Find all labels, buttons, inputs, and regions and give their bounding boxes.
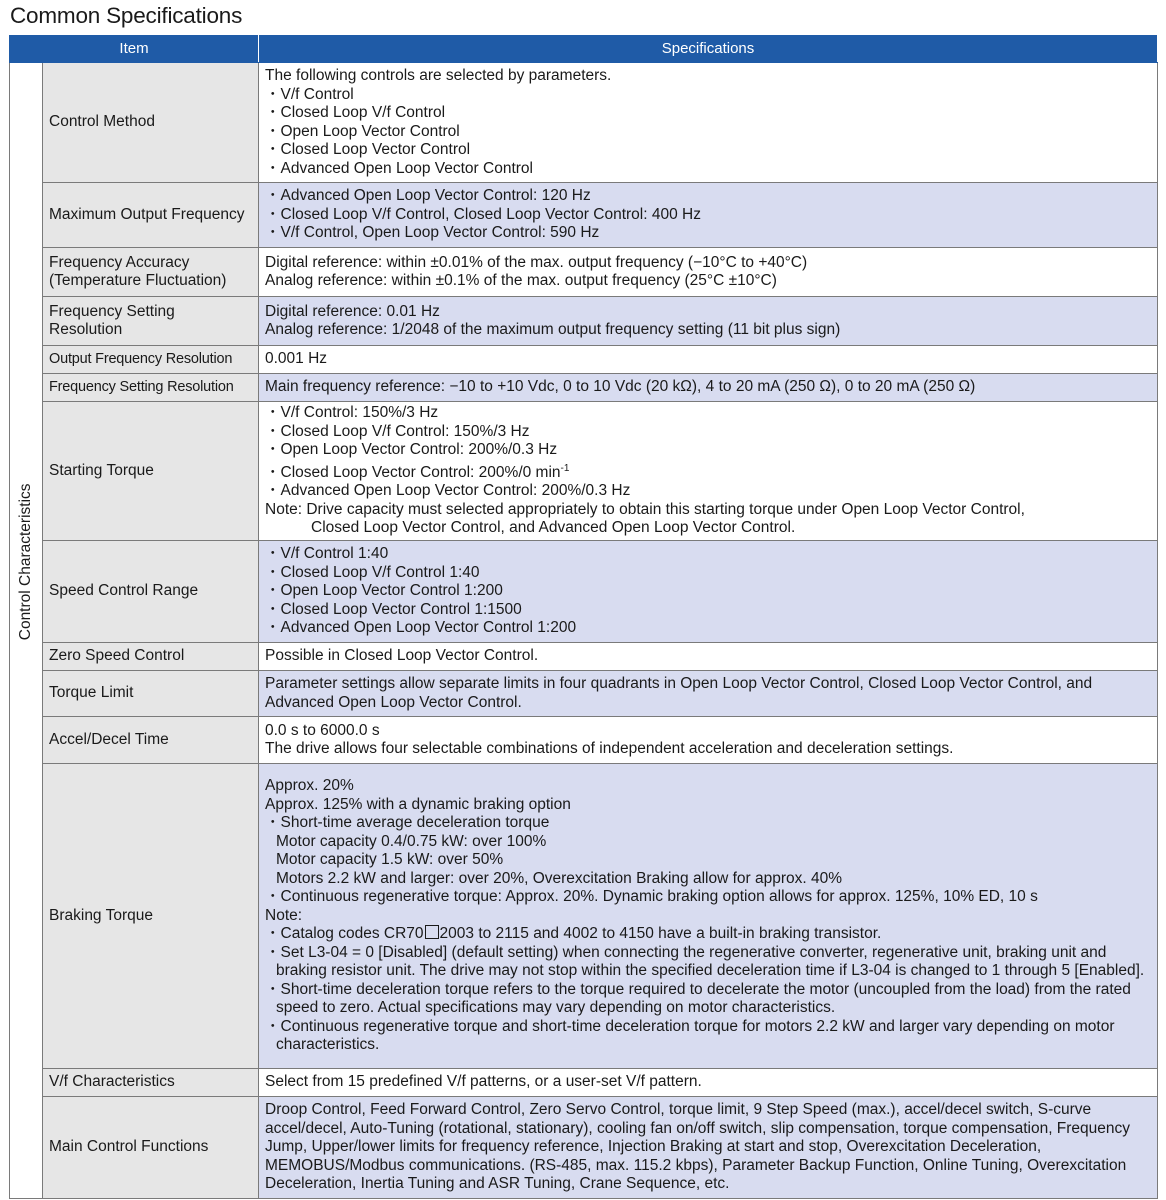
spec-text: ・Catalog codes CR70 [265, 925, 424, 943]
item-cell: Frequency Setting Resolution [43, 374, 259, 402]
spec-line: ・V/f Control 1:40 [265, 545, 389, 563]
page-title: Common Specifications [10, 3, 243, 28]
spec-line: Motor capacity 1.5 kW: over 50% [276, 851, 504, 869]
spec-line: ・Open Loop Vector Control: 200%/0.3 Hz [265, 441, 558, 459]
spec-cell [259, 717, 1158, 764]
spec-line: ・Advanced Open Loop Vector Control [265, 159, 533, 177]
spec-line: ・Advanced Open Loop Vector Control 1:200 [265, 619, 577, 637]
spec-line: ・Continuous regenerative torque and short-time deceleration torque for motors 2.2 kW and larger vary depending on motor characteristics. [265, 1017, 1115, 1054]
header-item: Item [10, 36, 259, 63]
group-label: Control Characteristics [16, 483, 34, 641]
spec-line: ・Short-time average deceleration torque [265, 814, 550, 832]
spec-cell [259, 183, 1158, 248]
spec-line: Digital reference: 0.01 Hz [265, 302, 440, 320]
spec-text: 2003 to 2115 and 4002 to 4150 have a built-in braking transistor. [439, 925, 882, 943]
spec-cell [259, 1069, 1158, 1097]
item-line: Frequency Accuracy [49, 253, 190, 271]
spec-line: ・Continuous regenerative torque: Approx. 20%. Dynamic braking option allows for approx. 125%, 10% ED, 10 s [265, 888, 1038, 906]
group-cell [10, 63, 43, 1199]
spec-line: Possible in Closed Loop Vector Control. [265, 647, 539, 665]
spec-cell [259, 671, 1158, 717]
table-row [10, 1097, 1158, 1199]
spec-line [265, 925, 1151, 944]
spec-line: The following controls are selected by parameters. [265, 67, 612, 84]
table-header-row [10, 36, 1158, 63]
item-line: (Temperature Fluctuation) [49, 272, 227, 289]
spec-cell [259, 1097, 1158, 1199]
table-row [10, 374, 1158, 402]
spec-cell [259, 374, 1158, 402]
item-cell: Braking Torque [43, 764, 259, 1069]
spec-cell [259, 63, 1158, 183]
spec-cell [259, 402, 1158, 541]
item-cell: Main Control Functions [43, 1097, 259, 1199]
spec-line: Note: Drive capacity must selected appropriately to obtain this starting torque under Open Loop Vector Control, [265, 500, 1025, 518]
common-specifications-table [9, 35, 1158, 1199]
spec-cell [259, 643, 1158, 671]
item-cell: Frequency Setting Resolution [43, 297, 259, 346]
spec-line: Parameter settings allow separate limits in four quadrants in Open Loop Vector Control, Closed Loop Vector Control, and Advanced Open Loop Vector Control. [265, 675, 1096, 711]
item-cell: V/f Characteristics [43, 1069, 259, 1097]
table-row [10, 248, 1158, 297]
header-specifications: Specifications [259, 36, 1158, 63]
table-row [10, 297, 1158, 346]
spec-line: ・Open Loop Vector Control 1:200 [265, 582, 503, 600]
item-cell: Control Method [43, 63, 259, 183]
spec-cell [259, 764, 1158, 1069]
table-row [10, 402, 1158, 541]
table-row [10, 1069, 1158, 1097]
table-row [10, 63, 1158, 183]
spec-line: Select from 15 predefined V/f patterns, or a user-set V/f pattern. [265, 1073, 702, 1091]
spec-cell [259, 541, 1158, 643]
item-cell: Accel/Decel Time [43, 717, 259, 764]
spec-line: Analog reference: within ±0.1% of the max. output frequency (25°C ±10°C) [265, 272, 777, 289]
spec-text: ・Closed Loop Vector Control: 200%/0 min [265, 463, 561, 481]
spec-cell [259, 346, 1158, 374]
spec-line: Digital reference: within ±0.01% of the max. output frequency (−10°C to +40°C) [265, 253, 808, 271]
item-cell [43, 248, 259, 297]
spec-line: ・Advanced Open Loop Vector Control: 120 Hz [265, 187, 591, 205]
table-row [10, 346, 1158, 374]
spec-line: Approx. 20% [265, 777, 354, 795]
spec-line: ・V/f Control: 150%/3 Hz [265, 404, 439, 422]
table-row [10, 764, 1158, 1069]
spec-line: 0.0 s to 6000.0 s [265, 721, 380, 739]
spec-line: Motor capacity 0.4/0.75 kW: over 100% [276, 832, 547, 850]
table-row [10, 717, 1158, 764]
spec-line: Note: [265, 906, 303, 924]
spec-line: ・Closed Loop V/f Control 1:40 [265, 563, 480, 581]
spec-line: ・V/f Control, Open Loop Vector Control: 590 Hz [265, 224, 600, 242]
table-row [10, 643, 1158, 671]
spec-line: ・Closed Loop Vector Control 1:1500 [265, 600, 522, 618]
placeholder-box-icon [425, 925, 439, 939]
spec-line: Analog reference: 1/2048 of the maximum output frequency setting (11 bit plus sign) [265, 321, 841, 338]
spec-line: ・V/f Control [265, 85, 354, 103]
superscript: -1 [560, 462, 570, 474]
spec-line: ・Closed Loop V/f Control, Closed Loop Vector Control: 400 Hz [265, 205, 701, 223]
item-cell: Output Frequency Resolution [43, 346, 259, 374]
item-cell: Zero Speed Control [43, 643, 259, 671]
spec-line: The drive allows four selectable combinations of independent acceleration and deceleration settings. [265, 740, 954, 757]
spec-line: Motors 2.2 kW and larger: over 20%, Overexcitation Braking allow for approx. 40% [276, 869, 843, 887]
spec-line [265, 460, 1151, 483]
table-row [10, 541, 1158, 643]
spec-line: Main frequency reference: −10 to +10 Vdc, 0 to 10 Vdc (20 kΩ), 4 to 20 mA (250 Ω), 0 to 20 mA (250 Ω) [265, 378, 976, 396]
spec-line: ・Set L3-04 = 0 [Disabled] (default setting) when connecting the regenerative converter, regenerative unit, braking unit and braking resistor unit. The drive may not stop within the specified deceleration time if L3-04 is changed to 1 through 5 [Enabled]. [265, 943, 1145, 980]
table-row [10, 183, 1158, 248]
item-cell: Starting Torque [43, 402, 259, 541]
spec-cell [259, 248, 1158, 297]
spec-line: Approx. 125% with a dynamic braking option [265, 795, 571, 813]
table-row [10, 671, 1158, 717]
spec-line: ・Closed Loop V/f Control: 150%/3 Hz [265, 422, 530, 440]
spec-line: 0.001 Hz [265, 350, 328, 368]
spec-line: ・Advanced Open Loop Vector Control: 200%/0.3 Hz [265, 482, 631, 500]
spec-line: Closed Loop Vector Control, and Advanced Open Loop Vector Control. [311, 519, 796, 537]
spec-line: Droop Control, Feed Forward Control, Zero Servo Control, torque limit, 9 Step Speed (max.), accel/decel switch, S-curve accel/decel, Auto-Tuning (rotational, stationary), cooling fan on/off switch, slip compensation, torque compensation, Frequency Jump, Upper/lower limits for frequency reference, Injection Braking at start and stop, Overexcitation Deceleration, MEMOBUS/Modbus communications. (RS-485, max. 115.2 kbps), Parameter Backup Function, Online Tuning, Overexcitation Deceleration, Inertia Tuning and ASR Tuning, Crane Sequence, etc. [265, 1101, 1135, 1193]
item-cell: Maximum Output Frequency [43, 183, 259, 248]
item-cell: Speed Control Range [43, 541, 259, 643]
spec-line: ・Open Loop Vector Control [265, 122, 460, 140]
spec-line: ・Short-time deceleration torque refers to the torque required to decelerate the motor (uncoupled from the load) from the rated speed to zero. Actual specifications may vary depending on motor characteristics. [265, 980, 1131, 1017]
item-cell: Torque Limit [43, 671, 259, 717]
spec-line: ・Closed Loop V/f Control [265, 104, 446, 121]
spec-line: ・Closed Loop Vector Control [265, 141, 471, 158]
spec-cell [259, 297, 1158, 346]
